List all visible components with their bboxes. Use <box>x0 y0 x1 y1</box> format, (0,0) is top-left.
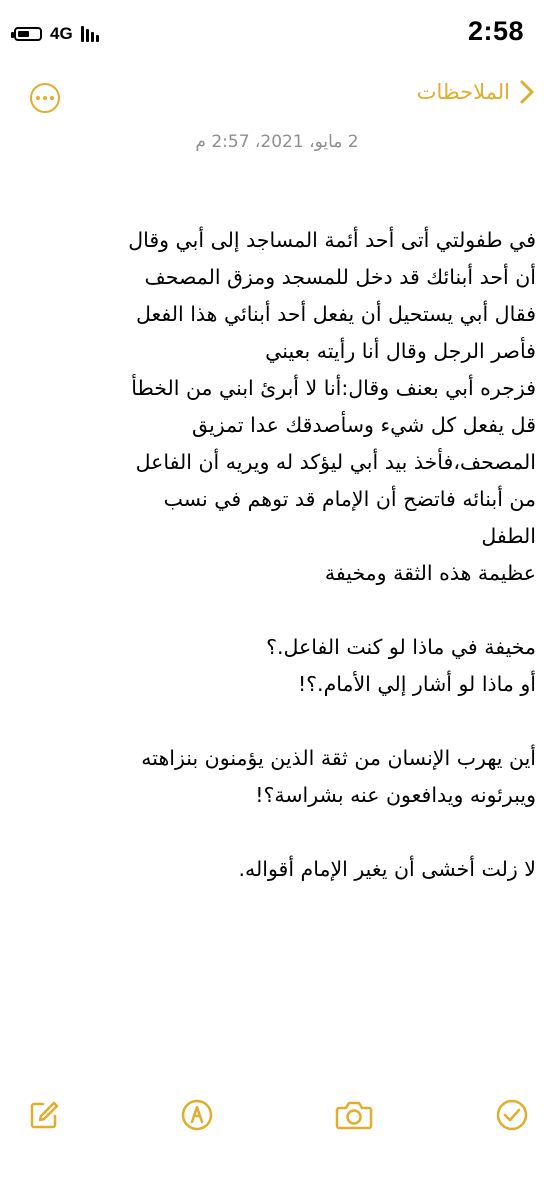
status-bar <box>0 0 554 64</box>
battery-icon <box>14 27 42 41</box>
camera-button[interactable] <box>334 1095 374 1135</box>
note-line: من أبنائه فاتضح أن الإمام قد توهم في نسب <box>163 487 536 511</box>
home-indicator <box>0 1194 554 1200</box>
more-button[interactable] <box>30 83 60 113</box>
camera-icon <box>335 1099 373 1131</box>
markup-icon <box>181 1099 213 1131</box>
status-time: 2:58 <box>467 16 524 46</box>
note-line: الطفل <box>481 524 536 548</box>
status-indicators <box>14 24 99 44</box>
back-button[interactable] <box>417 80 534 104</box>
note-line: فزجره أبي بعنف وقال:أنا لا أبرئ ابني من الخطأ <box>131 376 536 400</box>
note-line: مخيفة في ماذا لو كنت الفاعل.؟ <box>266 635 536 659</box>
note-blank-line <box>22 592 536 629</box>
note-line: في طفولتي أتى أحد أئمة المساجد إلى أبي وقال <box>128 228 536 252</box>
note-line: فقال أبي يستحيل أن يفعل أحد أبنائي هذا الفعل <box>135 302 536 326</box>
network-type: 4G <box>50 24 73 43</box>
compose-button[interactable] <box>24 1095 64 1135</box>
nav-bar <box>0 70 554 130</box>
note-body[interactable] <box>22 222 536 888</box>
note-line: عظيمة هذه الثقة ومخيفة <box>324 561 536 585</box>
back-label: الملاحظات <box>416 80 510 104</box>
note-line: قل يفعل كل شيء وسأصدقك عدا تمزيق <box>191 413 536 437</box>
note-line: لا زلت أخشى أن يغير الإمام أقواله. <box>238 857 536 881</box>
ellipsis-circle-icon <box>36 96 54 100</box>
note-line: المصحف،فأخذ بيد أبي ليؤكد له ويريه أن الفاعل <box>135 450 536 474</box>
note-line: أو ماذا لو أشار إلي الأمام.؟! <box>297 672 536 696</box>
note-line: أين يهرب الإنسان من ثقة الذين يؤمنون بنزاهته <box>141 746 536 770</box>
note-line: أن أحد أبنائك قد دخل للمسجد ومزق المصحف <box>144 265 536 289</box>
checklist-button[interactable] <box>492 1095 532 1135</box>
note-blank-line <box>22 703 536 740</box>
checklist-icon <box>496 1099 528 1131</box>
bottom-toolbar <box>0 1095 554 1139</box>
markup-button[interactable] <box>177 1095 217 1135</box>
compose-icon <box>29 1100 59 1130</box>
note-line: فأصر الرجل وقال أنا رأيته بعيني <box>265 339 536 363</box>
note-blank-line <box>22 814 536 851</box>
note-date: 2 مايو، 2021، 2:57 م <box>195 132 359 152</box>
signal-icon <box>81 26 99 42</box>
note-line: ويبرئونه ويدافعون عنه بشراسة؟! <box>255 783 536 807</box>
chevron-right-icon <box>520 80 534 104</box>
